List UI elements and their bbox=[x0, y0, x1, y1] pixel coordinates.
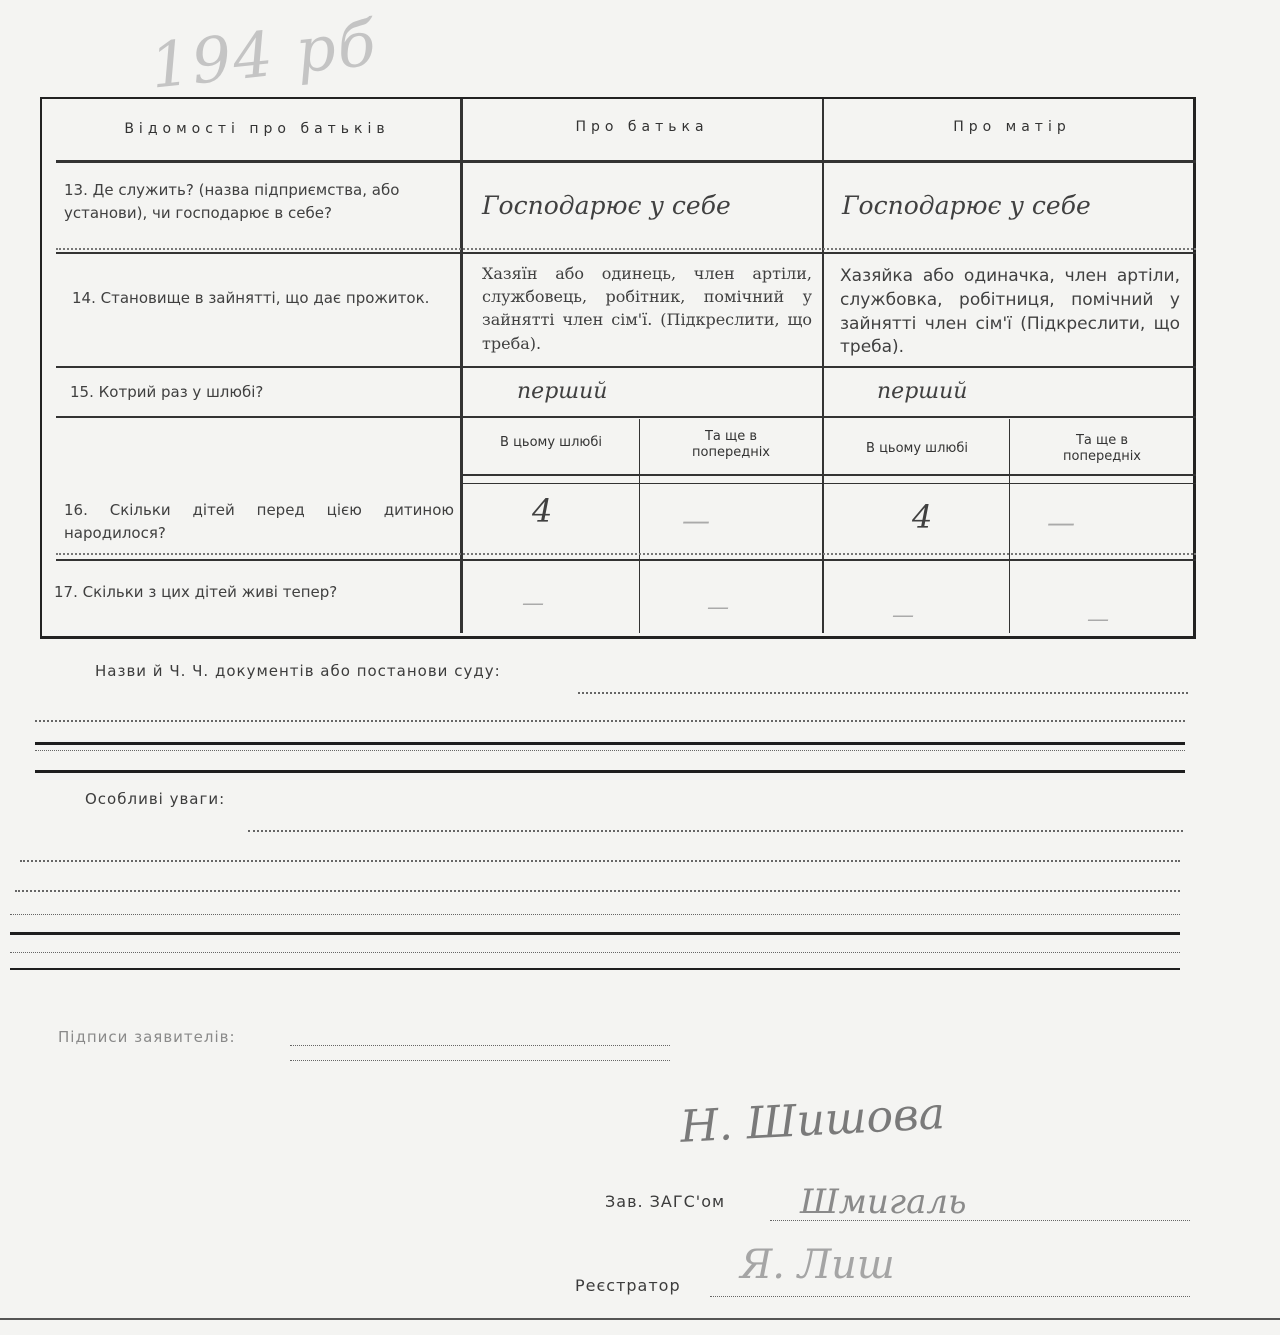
q13-father-answer: Господарює у себе bbox=[482, 191, 731, 220]
q16-label: 16. Скільки дітей перед цією дитиною народилося? bbox=[64, 501, 454, 543]
q17-label: 17. Скільки з цих дітей живі тепер? bbox=[54, 583, 338, 601]
q16-father-prev-header: Та ще в попередніх bbox=[692, 429, 770, 461]
head-of-registry-label: Зав. ЗАГС'ом bbox=[605, 1192, 726, 1211]
q16-mother-this-header: В цьому шлюбі bbox=[866, 441, 968, 456]
section-divider bbox=[35, 770, 1185, 773]
remarks-field-line3[interactable] bbox=[15, 890, 1180, 892]
documents-field-line2[interactable] bbox=[35, 720, 1185, 722]
head-signature: Шмигаль bbox=[800, 1182, 967, 1222]
q17-value: — bbox=[1087, 607, 1109, 632]
q13-mother-answer: Господарює у себе bbox=[842, 191, 1091, 220]
registrar-label: Реєстратор bbox=[575, 1276, 681, 1295]
header-info: Відомості про батьків bbox=[124, 121, 390, 137]
documents-field[interactable] bbox=[578, 692, 1188, 694]
bottom-edge-line bbox=[0, 1318, 1280, 1320]
q15-father-answer: перший bbox=[517, 379, 608, 404]
remarks-field-line4[interactable] bbox=[10, 914, 1180, 915]
registrar-signature-line[interactable] bbox=[710, 1296, 1190, 1297]
documents-label: Назви й Ч. Ч. документів або постанови суду: bbox=[95, 662, 501, 680]
header-mother: Про матір bbox=[953, 119, 1071, 135]
remarks-field[interactable] bbox=[248, 830, 1183, 832]
section-divider bbox=[10, 968, 1180, 970]
q16-father-this-header: В цьому шлюбі bbox=[500, 435, 602, 450]
signatures-field-line2[interactable] bbox=[290, 1060, 670, 1061]
remarks-field-line5[interactable] bbox=[10, 952, 1180, 953]
q14-mother-options: Хазяйка або одиначка, член артіли, службовка, робітниця, помічний у зайнятті член сім'ї (Підкреслити, що треба). bbox=[840, 266, 1180, 358]
q14-father-options: Хазяїн або одинець, член артіли, службовець, робітник, помічний у зайнятті член сім'ї. (Підкреслити, що треба). bbox=[482, 264, 812, 353]
q16-mother-this-answer: 4 bbox=[912, 498, 933, 536]
remarks-label: Особливі уваги: bbox=[85, 790, 226, 808]
q17-value: — bbox=[892, 603, 914, 628]
q16-mother-prev-answer: — bbox=[1047, 506, 1075, 539]
q15-mother-answer: перший bbox=[877, 379, 968, 404]
q16-father-prev-answer: — bbox=[682, 504, 710, 537]
q16-father-this-answer: 4 bbox=[532, 492, 553, 530]
applicant-signature: Н. Шишова bbox=[678, 1088, 947, 1153]
signatures-field[interactable] bbox=[290, 1045, 670, 1046]
documents-field-line3[interactable] bbox=[35, 750, 1185, 751]
section-divider bbox=[35, 742, 1185, 745]
parents-info-table bbox=[40, 97, 1196, 639]
q14-label: 14. Становище в зайнятті, що дає прожиток. bbox=[72, 289, 430, 307]
q15-label: 15. Котрий раз у шлюбі? bbox=[70, 383, 264, 401]
q13-label: 13. Де служить? (назва підприємства, або установи), чи господарює в себе? bbox=[64, 181, 400, 223]
pencil-annotation: 194 рб bbox=[146, 6, 381, 103]
remarks-field-line2[interactable] bbox=[20, 860, 1180, 862]
q17-value: — bbox=[522, 591, 544, 616]
q16-mother-prev-header: Та ще в попередніх bbox=[1063, 433, 1141, 465]
registrar-signature: Я. Лиш bbox=[740, 1242, 895, 1288]
header-father: Про батька bbox=[575, 119, 709, 135]
signatures-label: Підписи заявителів: bbox=[58, 1028, 236, 1046]
q17-value: — bbox=[707, 595, 729, 620]
section-divider bbox=[10, 932, 1180, 935]
